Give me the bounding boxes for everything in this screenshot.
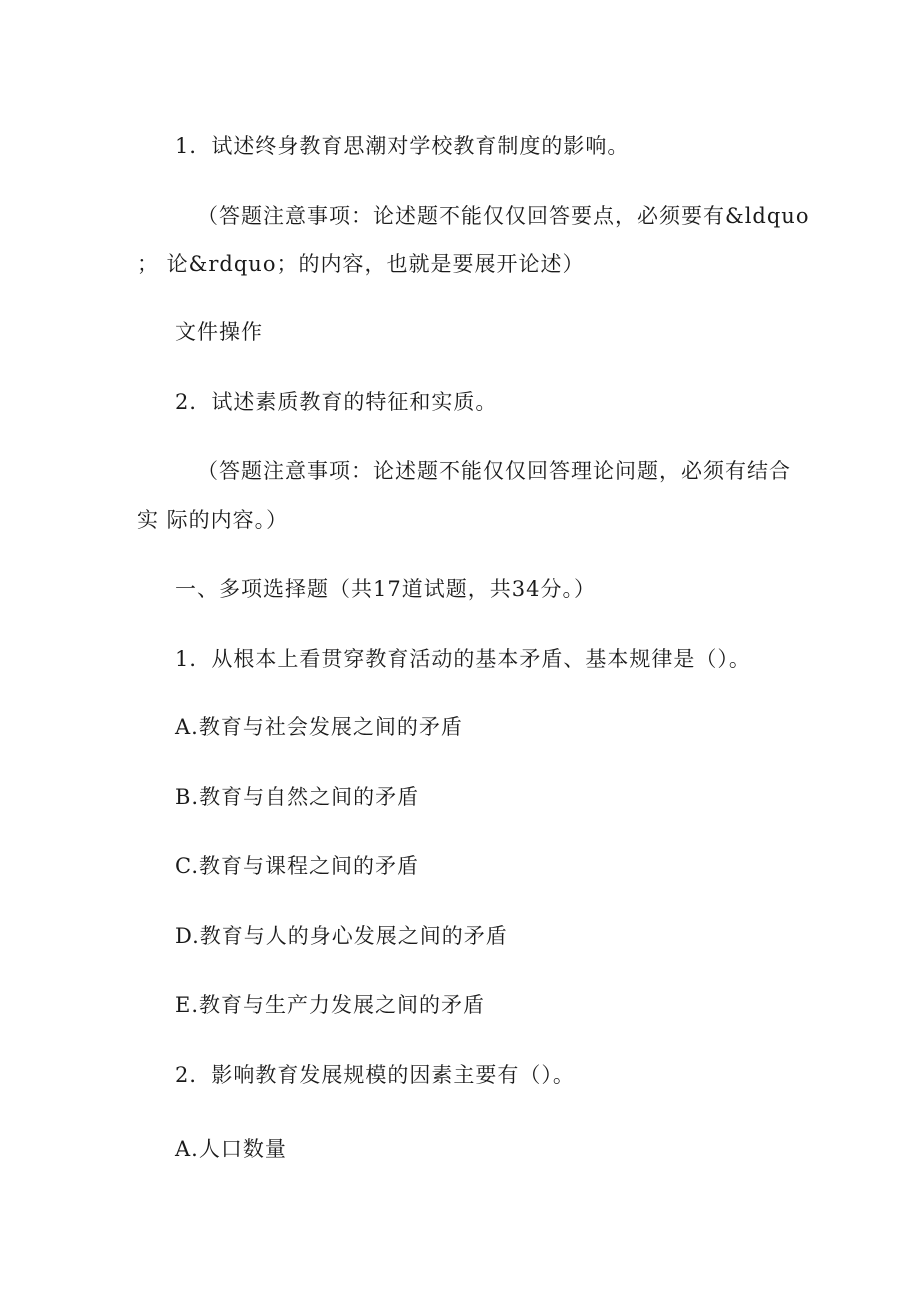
mc-question-1-option-e: E.教育与生产力发展之间的矛盾	[175, 993, 486, 1017]
file-operations-label: 文件操作	[175, 320, 263, 344]
essay-question-1: 1．试述终身教育思潮对学校教育制度的影响。	[175, 134, 630, 158]
essay-note-1-line-1: （答题注意事项：论述题不能仅仅回答要点，必须要有&ldquo	[197, 204, 810, 228]
section-title: 一、多项选择题（共17道试题，共34分。）	[175, 577, 596, 601]
mc-question-1-option-c: C.教育与课程之间的矛盾	[175, 854, 419, 878]
essay-note-2-line-1: （答题注意事项：论述题不能仅仅回答理论问题，必须有结合	[197, 459, 791, 483]
mc-question-1-option-a: A.教育与社会发展之间的矛盾	[175, 715, 463, 739]
essay-note-2-line-2: 实 际的内容。）	[137, 508, 289, 532]
mc-question-2: 2．影响教育发展规模的因素主要有（）。	[175, 1063, 575, 1087]
mc-question-2-option-a: A.人口数量	[175, 1137, 287, 1161]
essay-question-2: 2．试述素质教育的特征和实质。	[175, 390, 498, 414]
essay-note-1-line-2: ； 论&rdquo；的内容，也就是要展开论述）	[137, 252, 585, 276]
mc-question-1-option-b: B.教育与自然之间的矛盾	[175, 785, 420, 809]
mc-question-1-option-d: D.教育与人的身心发展之间的矛盾	[175, 924, 508, 948]
mc-question-1: 1．从根本上看贯穿教育活动的基本矛盾、基本规律是（）。	[175, 647, 751, 671]
